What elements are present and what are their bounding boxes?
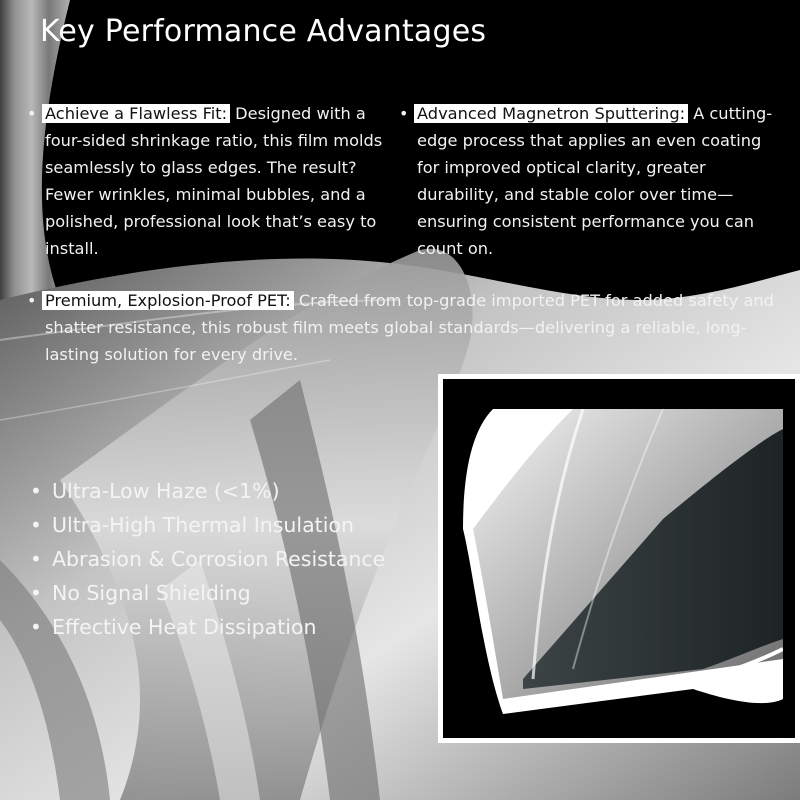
feature-lead: Achieve a Flawless Fit:	[42, 104, 230, 123]
feature-lead: Premium, Explosion-Proof PET:	[42, 291, 294, 310]
page-title: Key Performance Advantages	[40, 14, 487, 49]
benefits-list	[30, 474, 385, 644]
benefit-item	[30, 610, 385, 644]
film-sample-photo	[463, 409, 783, 714]
benefit-item	[30, 508, 385, 542]
feature-text: Designed with a four-sided shrinkage ratio, this film molds seamlessly to glass edges. The result? Fewer wrinkles, minimal bubbles, and a polished, professional look that’s easy to install.	[45, 104, 383, 258]
feature-magnetron-sputtering	[399, 100, 777, 262]
benefit-label: No Signal Shielding	[52, 581, 251, 605]
feature-flawless-fit	[27, 100, 390, 262]
feature-text: A cutting-edge process that applies an even coating for improved optical clarity, greater durability, and stable color over time—ensuring consistent performance you can count on.	[417, 104, 773, 258]
benefit-item	[30, 576, 385, 610]
bullet-dot: •	[27, 104, 37, 123]
bullet-dot: •	[30, 513, 42, 537]
bullet-dot: •	[30, 581, 42, 605]
bullet-dot: •	[30, 479, 42, 503]
benefit-item	[30, 542, 385, 576]
bullet-dot: •	[30, 615, 42, 639]
feature-text: Crafted from top-grade imported PET for added safety and shatter resistance, this robust film meets global standards—delivering a reliable, long-lasting solution for every drive.	[45, 291, 774, 364]
feature-lead: Advanced Magnetron Sputtering:	[414, 104, 688, 123]
product-photo-frame	[438, 374, 800, 743]
benefit-label: Abrasion & Corrosion Resistance	[52, 547, 386, 571]
benefit-item	[30, 474, 385, 508]
benefit-label: Effective Heat Dissipation	[52, 615, 317, 639]
bullet-dot: •	[30, 547, 42, 571]
bullet-dot: •	[399, 104, 409, 123]
benefit-label: Ultra-Low Haze (<1%)	[52, 479, 280, 503]
feature-explosion-proof-pet	[27, 287, 790, 368]
benefit-label: Ultra-High Thermal Insulation	[52, 513, 354, 537]
bullet-dot: •	[27, 291, 37, 310]
